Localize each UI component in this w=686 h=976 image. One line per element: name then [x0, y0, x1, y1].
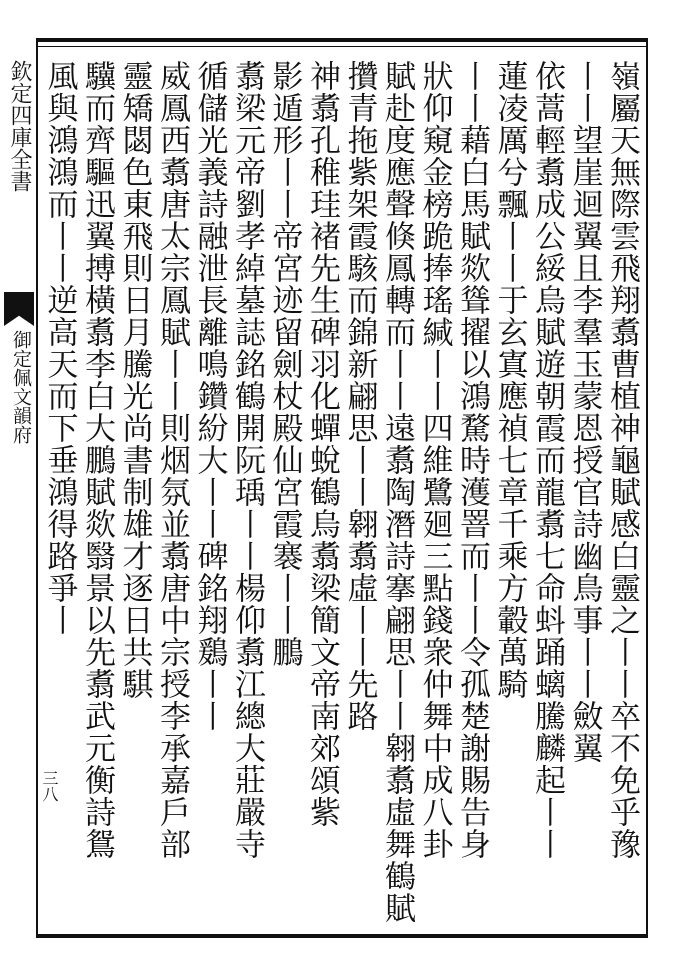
text-column: 狀仰窺金榜跪捧瑤緘丨丨四維鷺廻三點錢衆仲舞中成八卦	[416, 60, 453, 860]
text-column: 攢青拖紫架霞駭而錦新翩思丨丨翱翥虛丨丨先路	[341, 60, 378, 732]
text-column: 翥梁元帝劉孝綽墓誌銘鶴開阮瑀丨丨楊仰翥江總大莊嚴寺	[229, 60, 265, 860]
fish-tail-mark-icon	[4, 292, 34, 326]
text-column: 丨丨藉白馬賦欻聳擢以鴻騖時濩罯而丨丨令孤楚謝賜告身	[454, 60, 490, 860]
top-border	[36, 38, 648, 42]
text-column: 靈矯閟色東飛則日月騰光尚書制雄才逐日共騏	[116, 60, 153, 700]
text-column: 驥而齊驅迅翼搏橫翥李白大鵬賦欻翳景以先翥武元衡詩鴛	[79, 60, 115, 860]
page-number: 三八	[40, 770, 59, 802]
text-column: 賦赴度應聲倏鳳轉而丨丨遠翥陶潛詩搴翩思丨丨翱翥虛舞鶴賦	[379, 60, 415, 924]
text-column: 依蒿輕翥成公綏烏賦遊朝霞而龍翥七命蚪踊螭騰麟起丨丨	[529, 60, 565, 860]
text-column: 嶺屬天無際雲飛翔翥曹植神龜賦感白靈之丨丨卒不免乎豫	[604, 60, 640, 860]
text-column: 神翥孔稚珪褚先生碑羽化蟬蛻鶴烏翥梁簡文帝南郊頌紫	[304, 60, 340, 828]
margin-book-title: 御定佩文韻府	[10, 330, 32, 444]
text-column: 循儲光義詩融泄長離鳴鑽紛大丨丨碑銘翔鶢丨丨	[191, 60, 228, 732]
text-column: 風與鴻鴻而丨丨逆高天而下垂鴻得路爭丨	[41, 60, 78, 636]
right-border	[646, 38, 648, 938]
bottom-border	[36, 934, 648, 938]
text-column: 丨丨望崖迴翼且李羣玉蒙恩授官詩幽鳥事丨丨斂翼	[566, 60, 603, 764]
margin-divider	[36, 38, 38, 938]
text-column: 蓮凌厲兮飄丨丨于玄寘應禎七章千乘方轂萬騎	[491, 60, 528, 700]
margin-title: 欽定四庫全書	[7, 60, 32, 192]
text-column: 威鳳西翥唐太宗鳳賦丨丨則烟氛並翥唐中宗授李承嘉戶部	[154, 60, 190, 860]
top-border-inner	[36, 46, 648, 47]
text-column: 影遁形丨丨帝宮迹留劍杖殿仙宮霞褰丨丨鵬	[266, 60, 303, 668]
